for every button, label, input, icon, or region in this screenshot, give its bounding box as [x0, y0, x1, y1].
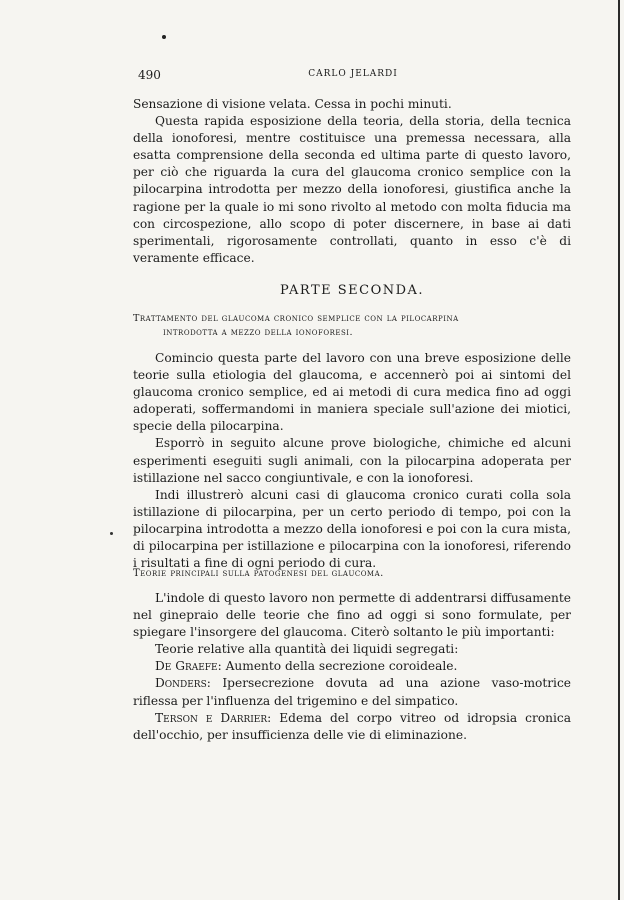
paragraph: Teorie relative alla quantità dei liquidi segregati:: [155, 642, 459, 657]
paragraph: Comincio questa parte del lavoro con una breve esposizione delle teorie sulla etiologia del glaucoma, e accennerò poi ai sintomi del glaucoma cronico semplice, ed ai metodi di cura medica fino ad oggi adoperati, soffermandomi in maniera speciale sull'azione dei miotici, specie della pilocarpina.: [133, 351, 571, 434]
theory-text: : Aumento della secrezione coroideale.: [217, 659, 458, 674]
theory-author: Terson e Darrier: [155, 710, 268, 725]
subsection-title: [133, 312, 571, 340]
page-header: [138, 68, 568, 84]
theory-item: [133, 658, 571, 675]
theories-heading: Teorie principali sulla patogenesi del glaucoma.: [133, 568, 384, 579]
page-edge: [618, 0, 620, 900]
ink-speck: [110, 532, 113, 535]
paragraph: Esporrò in seguito alcune prove biologiche, chimiche ed alcuni esperimenti eseguiti sugli animali, con la pilocarpina adoperata per istillazione nel sacco congiuntivale, e con la ionoforesi.: [133, 436, 571, 485]
paragraph: Indi illustrerò alcuni casi di glaucoma cronico curati colla sola istillazione di pilocarpina, per un certo periodo di tempo, poi con la pilocarpina introdotta a mezzo della ionoforesi e poi con la cura mista, di pilocarpina per istillazione e pilocarpina con la ionoforesi, riferendo i risultati a fine di ogni periodo di cura.: [133, 487, 571, 571]
theory-item: [133, 710, 571, 744]
section-title: PARTE SECONDA.: [279, 283, 425, 298]
subsection-title-line: Trattamento del glaucoma cronico semplice con la pilocarpina: [133, 313, 459, 324]
theory-author: De Graefe: [155, 659, 218, 674]
subsection-title-line: introdotta a mezzo della ionoforesi.: [163, 327, 354, 338]
paragraph: Questa rapida esposizione della teoria, della storia, della tecnica della ionoforesi, mentre costituisce una premessa necessara, alla esatta comprensione della seconda ed ultima parte di questo lavoro, per ciò che riguarda la cura del glaucoma cronico semplice con la pilocarpina introdotta per mezzo della ionoforesi, giustifica anche la ragione per la quale io mi sono rivolto al metodo con molta fiducia ma con circospezione, allo scopo di poter discernere, in base ai dati sperimentali, rigorosamente controllati, quanto in esso c'è di veramente efficace.: [133, 114, 571, 265]
paragraph: Sensazione di visione velata. Cessa in pochi minuti.: [133, 97, 452, 111]
intro-text: [133, 96, 571, 267]
bottom-text: [133, 590, 571, 744]
middle-text: [133, 350, 571, 572]
theory-text: : Edema del corpo vitreo od idropsia cronica dell'occhio, per insufficienza delle vie di eliminazione.: [133, 710, 572, 742]
theory-author: Donders: [155, 676, 207, 691]
ink-speck: [162, 35, 166, 39]
theory-text: : Ipersecrezione dovuta ad una azione vaso-motrice riflessa per l'influenza del trigemino e del simpatico.: [133, 676, 571, 708]
page-number: 490: [138, 68, 161, 82]
running-head: CARLO JELARDI: [308, 69, 398, 79]
paragraph: L'indole di questo lavoro non permette di addentrarsi diffusamente nel ginepraio delle teorie che fino ad oggi si sono formulate, per spiegare l'insorgere del glaucoma. Citerò soltanto le più importanti:: [133, 591, 571, 640]
theory-item: [133, 675, 571, 709]
